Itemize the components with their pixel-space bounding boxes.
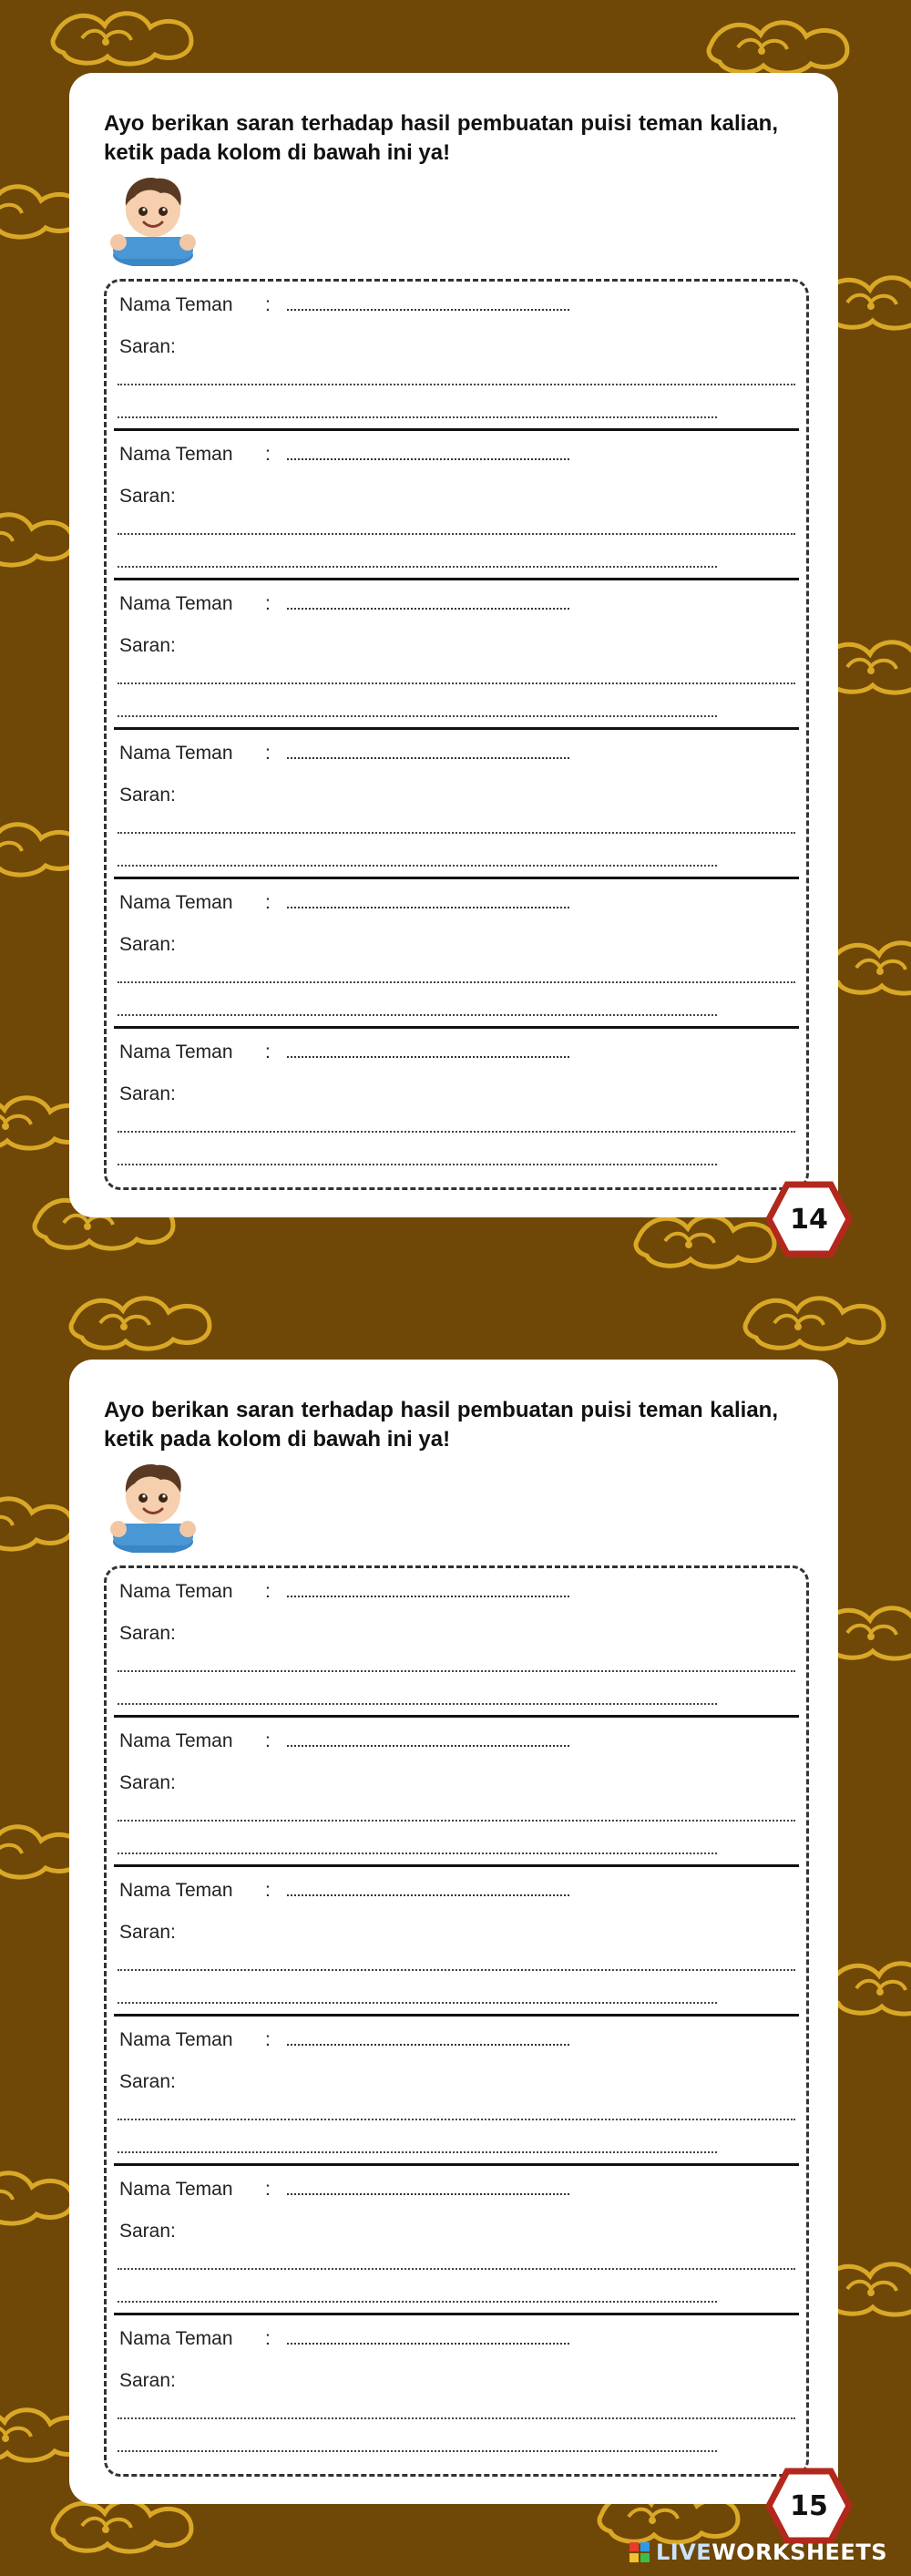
saran-label: Saran:: [119, 1772, 176, 1793]
name-input[interactable]: [287, 298, 569, 311]
feedback-entry: [114, 282, 799, 431]
feedback-entry: [114, 2315, 799, 2465]
saran-label: Saran:: [119, 2221, 176, 2242]
feedback-entry: [114, 1867, 799, 2017]
saran-input-line[interactable]: [118, 682, 795, 684]
name-label: Nama Teman: [119, 1730, 233, 1751]
page-number: 14: [790, 1203, 828, 1236]
saran-label: Saran:: [119, 785, 176, 806]
saran-input-line[interactable]: [118, 865, 717, 867]
name-label: Nama Teman: [119, 1581, 233, 1602]
name-input[interactable]: [287, 447, 569, 460]
name-input[interactable]: [287, 2332, 569, 2345]
saran-input-line[interactable]: [118, 2301, 717, 2303]
page-number: 15: [790, 2489, 828, 2522]
saran-label: Saran:: [119, 2071, 176, 2092]
feedback-entry: [114, 2017, 799, 2166]
saran-input-line[interactable]: [118, 1820, 795, 1822]
name-input[interactable]: [287, 1883, 569, 1896]
saran-input-line[interactable]: [118, 2151, 717, 2153]
saran-input-line[interactable]: [118, 1852, 717, 1854]
colon: :: [265, 1880, 271, 1901]
saran-input-line[interactable]: [118, 715, 717, 717]
saran-input-line[interactable]: [118, 1131, 795, 1133]
cloud-motif: [53, 14, 191, 64]
feedback-entry: [114, 1568, 799, 1718]
colon: :: [265, 1042, 271, 1062]
boy-mascot-icon: [100, 171, 206, 266]
saran-input-line[interactable]: [118, 533, 795, 535]
worksheet-page-14: [69, 73, 838, 1217]
saran-input-line[interactable]: [118, 1670, 795, 1672]
page-number-badge: [765, 2468, 853, 2544]
saran-input-line[interactable]: [118, 1969, 795, 1971]
colon: :: [265, 892, 271, 913]
feedback-entry: [114, 730, 799, 879]
liveworksheets-logo: [629, 2539, 887, 2566]
name-label: Nama Teman: [119, 294, 233, 315]
name-label: Nama Teman: [119, 444, 233, 465]
worksheet-page-15: [69, 1360, 838, 2504]
boy-mascot-icon: [100, 1458, 206, 1553]
saran-input-line[interactable]: [118, 2450, 717, 2452]
name-label: Nama Teman: [119, 1880, 233, 1901]
name-label: Nama Teman: [119, 2328, 233, 2349]
saran-label: Saran:: [119, 1922, 176, 1943]
page-number-badge: [765, 1181, 853, 1257]
instruction-text: Ayo berikan saran terhadap hasil pembuatan puisi teman kalian, ketik pada kolom di bawah ini ya!: [104, 111, 778, 165]
name-input[interactable]: [287, 746, 569, 759]
colon: :: [265, 444, 271, 465]
feedback-form-box: [104, 1565, 809, 2477]
feedback-entry: [114, 2166, 799, 2315]
saran-input-line[interactable]: [118, 1014, 717, 1016]
saran-input-line[interactable]: [118, 2119, 795, 2120]
saran-input-line[interactable]: [118, 2268, 795, 2270]
brand-suffix: WORKSHEETS: [711, 2540, 887, 2565]
saran-label: Saran:: [119, 1083, 176, 1104]
feedback-entry: [114, 1718, 799, 1867]
saran-label: Saran:: [119, 486, 176, 507]
name-input[interactable]: [287, 1734, 569, 1747]
feedback-entry: [114, 879, 799, 1029]
name-label: Nama Teman: [119, 743, 233, 764]
feedback-entry: [114, 431, 799, 580]
saran-label: Saran:: [119, 336, 176, 357]
name-input[interactable]: [287, 1045, 569, 1058]
name-input[interactable]: [287, 1585, 569, 1597]
name-input[interactable]: [287, 2182, 569, 2195]
saran-input-line[interactable]: [118, 566, 717, 568]
feedback-form-box: [104, 279, 809, 1190]
colon: :: [265, 1581, 271, 1602]
saran-input-line[interactable]: [118, 416, 717, 418]
feedback-entry: [114, 580, 799, 730]
name-label: Nama Teman: [119, 1042, 233, 1062]
saran-input-line[interactable]: [118, 832, 795, 834]
saran-label: Saran:: [119, 2370, 176, 2391]
saran-input-line[interactable]: [118, 2417, 795, 2419]
saran-label: Saran:: [119, 934, 176, 955]
name-input[interactable]: [287, 597, 569, 610]
colon: :: [265, 743, 271, 764]
colon: :: [265, 2179, 271, 2200]
colon: :: [265, 2328, 271, 2349]
feedback-entry: [114, 1029, 799, 1178]
colon: :: [265, 2029, 271, 2050]
name-label: Nama Teman: [119, 593, 233, 614]
saran-label: Saran:: [119, 1623, 176, 1644]
saran-input-line[interactable]: [118, 2002, 717, 2004]
instruction-text: Ayo berikan saran terhadap hasil pembuatan puisi teman kalian, ketik pada kolom di bawah ini ya!: [104, 1398, 778, 1452]
colon: :: [265, 294, 271, 315]
saran-input-line[interactable]: [118, 981, 795, 983]
liveworksheets-logo-icon: [629, 2541, 650, 2563]
name-input[interactable]: [287, 2033, 569, 2046]
name-label: Nama Teman: [119, 2029, 233, 2050]
name-label: Nama Teman: [119, 892, 233, 913]
saran-input-line[interactable]: [118, 1164, 717, 1165]
name-label: Nama Teman: [119, 2179, 233, 2200]
saran-input-line[interactable]: [118, 384, 795, 385]
saran-label: Saran:: [119, 635, 176, 656]
saran-input-line[interactable]: [118, 1703, 717, 1705]
brand-prefix: LIVE: [656, 2540, 712, 2565]
name-input[interactable]: [287, 896, 569, 908]
colon: :: [265, 593, 271, 614]
colon: :: [265, 1730, 271, 1751]
